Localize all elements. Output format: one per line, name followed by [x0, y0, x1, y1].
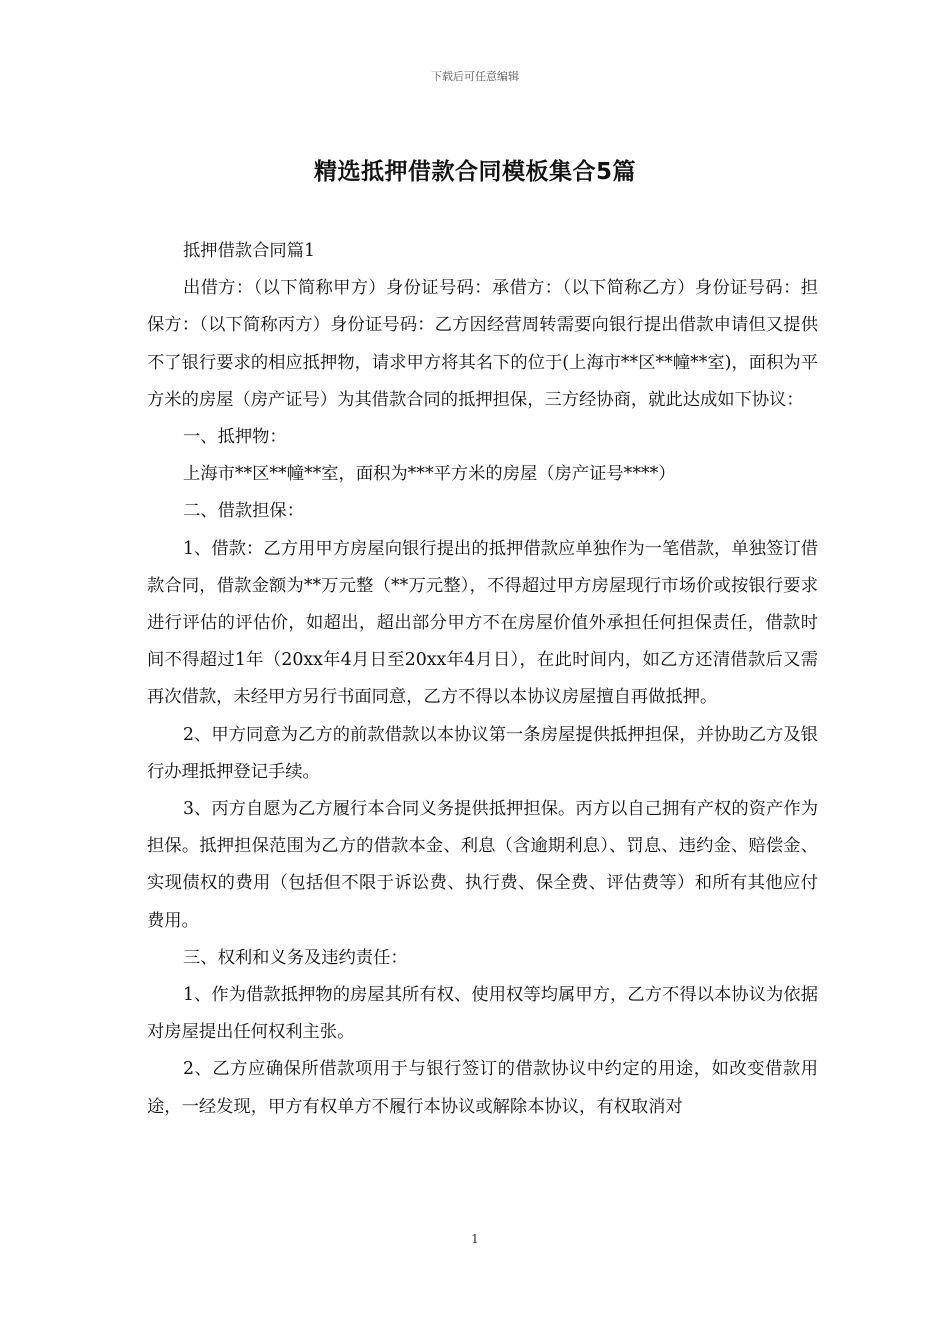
- document-body: [147, 233, 818, 1126]
- section-heading-guarantee: 二、借款担保：: [183, 501, 304, 522]
- clause-party-a-guarantee: 2、甲方同意为乙方的前款借款以本协议第一条房屋提供抵押担保，并协助乙方及银行办理抵押登记手续。: [147, 724, 818, 782]
- document-title: 精选抵押借款合同模板集合5篇: [313, 159, 636, 185]
- collateral-description: 上海市**区**幢**室，面积为***平方米的房屋（房产证号****）: [183, 464, 676, 485]
- clause-ownership: 1、作为借款抵押物的房屋其所有权、使用权等均属甲方，乙方不得以本协议为依据对房屋提出任何权利主张。: [147, 985, 818, 1043]
- header-note: 下载后可任意编辑: [431, 70, 519, 83]
- page-number: 1: [471, 1232, 479, 1246]
- clause-party-c-guarantee: 3、丙方自愿为乙方履行本合同义务提供抵押担保。丙方以自己拥有产权的资产作为担保。抵押担保范围为乙方的借款本金、利息（含逾期利息）、罚息、违约金、赔偿金、实现债权的费用（包括但不限于诉讼费、执行费、保全费、评估费等）和所有其他应付费用。: [147, 799, 818, 931]
- section-heading-collateral: 一、抵押物：: [183, 427, 287, 448]
- clause-loan-usage: 2、乙方应确保所借款项用于与银行签订的借款协议中约定的用途，如改变借款用途，一经发现，甲方有权单方不履行本协议或解除本协议，有权取消对: [147, 1059, 818, 1117]
- section-heading-rights: 三、权利和义务及违约责任：: [183, 947, 408, 968]
- clause-loan: 1、借款：乙方用甲方房屋向银行提出的抵押借款应单独作为一笔借款，单独签订借款合同，借款金额为**万元整（**万元整），不得超过甲方房屋现行市场价或按银行要求进行评估的评估价，如超出，超出部分甲方不在房屋价值外承担任何担保责任，借款时间不得超过1年（20xx年4月日至20xx年4月日），在此时间内，如乙方还清借款后又需再次借款，未经甲方另行书面同意，乙方不得以本协议房屋擅自再做抵押。: [147, 538, 818, 708]
- section-heading-part1: 抵押借款合同篇1: [183, 241, 315, 261]
- contract-parties-paragraph: 出借方：（以下简称甲方）身份证号码：承借方：（以下简称乙方）身份证号码：担保方：（以下简称丙方）身份证号码：乙方因经营周转需要向银行提出借款申请但又提供不了银行要求的相应抵押物，请求甲方将其名下的位于(上海市**区**幢**室)，面积为平方米的房屋（房产证号）为其借款合同的抵押担保，三方经协商，就此达成如下协议：: [147, 278, 818, 410]
